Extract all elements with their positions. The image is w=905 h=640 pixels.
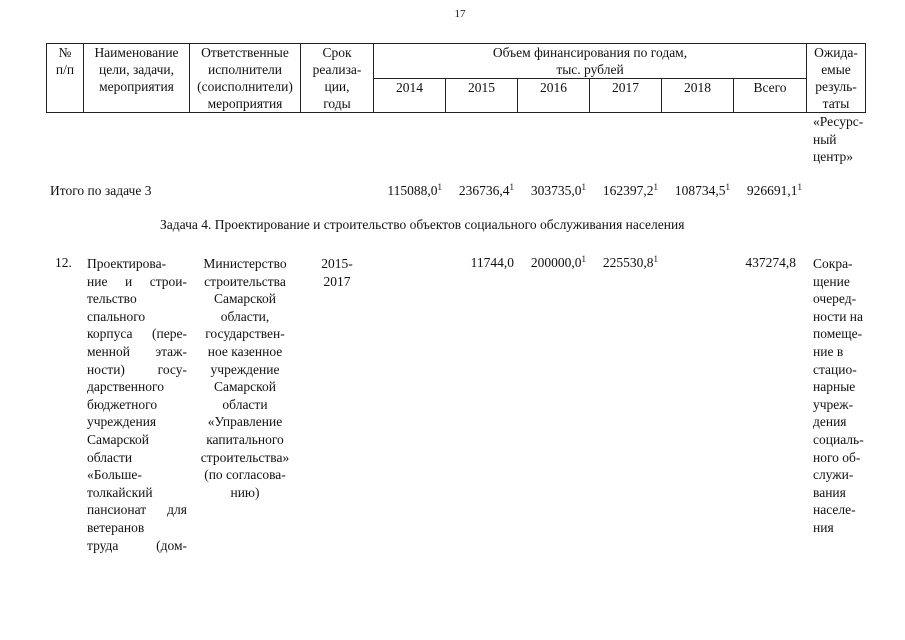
total-task3-label: Итого по задаче 3 (50, 183, 152, 198)
row12-2017: 225530,8$^1$ (602, 254, 658, 270)
row12-result: Сокра- щение очеред- ности на помеще- ние в стацио- нарные учреж- дения социаль- ного об- служи- вания населе- ния (813, 256, 864, 535)
header-year-2015: 2015 (468, 80, 495, 95)
total-task3-2017: 162397,2$^1$ (602, 182, 658, 198)
row12-executors: Министерство строительства Самарской области, государствен- ное казенное учреждение Самарской области «Управление капитального строительства» (по согласова- нию) (200, 256, 290, 500)
row12-name: Проектирова- ние и строи- тельство спального корпуса (пере- менной этаж- ности) госу- дарственного бюджетного учреждения Самарской области «Большe- толкайский пансионат для ветеранов труда (дом- (87, 256, 187, 553)
header-col-name: Наименование цели, задачи, мероприятия (94, 45, 179, 94)
continuation-result: «Ресурс- ный центр» (813, 114, 864, 165)
total-task3-2015: 236736,4$^1$ (458, 182, 514, 198)
total-task3-2018: 108734,5$^1$ (674, 182, 730, 198)
row12-total: 437274,8 (745, 255, 796, 270)
total-task3-all: 926691,1$^1$ (746, 182, 802, 198)
header-col-financing: Объем финансирования по годам, тыс. рублей (492, 45, 688, 77)
row12-number: 12. (55, 255, 72, 270)
header-year-2017: 2017 (612, 80, 639, 95)
total-task3-2014: 115088,0$^1$ (387, 182, 442, 198)
header-col-term: Срок реализа- ции, годы (312, 45, 362, 111)
header-year-2016: 2016 (540, 80, 567, 95)
header-year-2014: 2014 (396, 80, 423, 95)
row12-term: 2015- 2017 (321, 256, 353, 289)
header-col-result: Ожида- емые резуль- таты (814, 45, 858, 111)
row12-2015: 11744,0 (470, 255, 514, 270)
task4-heading: Задача 4. Проектирование и строительство объектов социального обслуживания населения (160, 217, 685, 232)
row12-2016: 200000,0$^1$ (530, 254, 586, 270)
header-col-executors: Ответственные исполнители (соисполнители) мероприятия (197, 45, 293, 111)
header-col-number: № п/п (55, 45, 75, 77)
header-bottom-border (46, 112, 866, 113)
header-year-total: Всего (753, 80, 787, 95)
header-year-2018: 2018 (684, 80, 711, 95)
total-task3-2016: 303735,0$^1$ (530, 182, 586, 198)
col-border (865, 43, 866, 113)
page-number: 17 (454, 8, 466, 20)
